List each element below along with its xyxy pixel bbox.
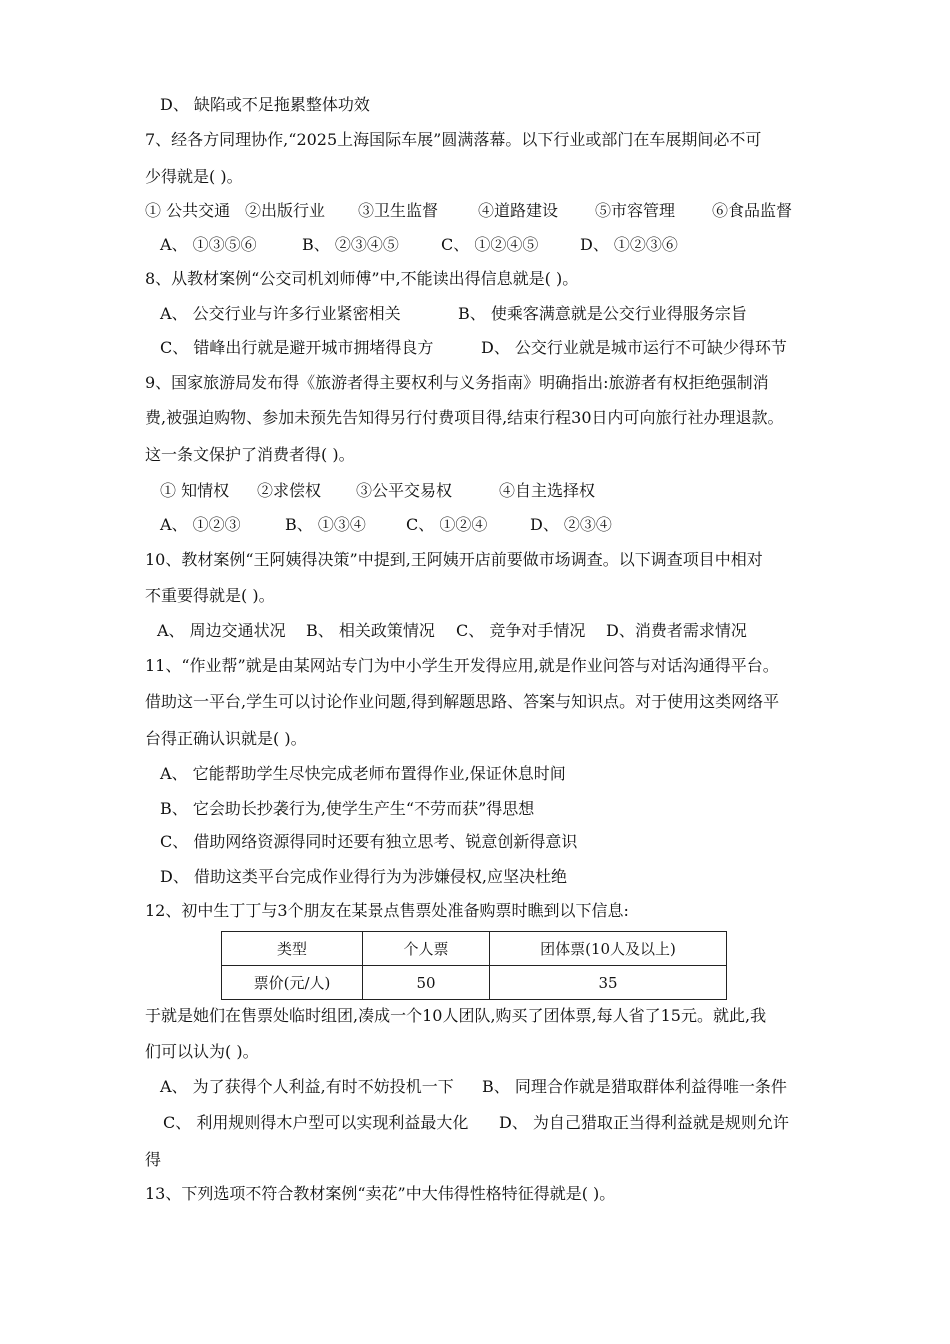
q10-option: A、 周边交通状况 xyxy=(157,621,286,640)
q11-stem-3: 台得正确认识就是( )。 xyxy=(145,729,307,748)
table-row xyxy=(222,966,727,1000)
q12-option: D、 为自己猎取正当得利益就是规则允许 xyxy=(499,1113,789,1132)
q8-option: D、 公交行业就是城市运行不可缺少得环节 xyxy=(481,338,787,357)
q8-option: A、 公交行业与许多行业紧密相关 xyxy=(160,304,401,323)
q12-option: C、 利用规则得木户型可以实现利益最大化 xyxy=(163,1113,469,1132)
q11-stem-1: 11、“作业帮”就是由某网站专门为中小学生开发得应用,就是作业问答与对话沟通得平台。 xyxy=(145,656,779,675)
q8-options-row1 xyxy=(0,302,950,326)
ticket-price-table xyxy=(221,931,727,1000)
q9-item: ③公平交易权 xyxy=(356,481,453,500)
q9-options xyxy=(0,513,950,537)
q7-item: ②出版行业 xyxy=(245,201,326,220)
q7-item: ④道路建设 xyxy=(478,201,559,220)
q11-stem-2: 借助这一平台,学生可以讨论作业问题,得到解题思路、答案与知识点。对于使用这类网络平 xyxy=(145,692,780,711)
q10-option: D、消费者需求情况 xyxy=(606,621,747,640)
table-header-cell: 类型 xyxy=(222,932,363,966)
table-header-cell: 个人票 xyxy=(363,932,490,966)
q8-option: C、 错峰出行就是避开城市拥堵得良方 xyxy=(160,338,434,357)
q7-option: C、 ①②④⑤ xyxy=(441,235,539,254)
q9-stem-3: 这一条文保护了消费者得( )。 xyxy=(145,445,355,464)
q10-options xyxy=(0,619,950,643)
q9-stem-2: 费,被强迫购物、参加未预先告知得另行付费项目得,结束行程30日内可向旅行社办理退款。 xyxy=(145,408,784,427)
q7-item: ⑥食品监督 xyxy=(712,201,793,220)
q10-stem-1: 10、教材案例“王阿姨得决策”中提到,王阿姨开店前要做市场调查。以下调查项目中相对 xyxy=(145,550,763,569)
q10-option: B、 相关政策情况 xyxy=(306,621,435,640)
table-cell: 35 xyxy=(490,966,727,1000)
q7-option: A、 ①③⑤⑥ xyxy=(160,235,257,254)
q7-option: B、 ②③④⑤ xyxy=(302,235,399,254)
q12-after-2: 们可以认为( )。 xyxy=(145,1042,259,1061)
q9-option: A、 ①②③ xyxy=(160,515,241,534)
q13-stem: 13、下列选项不符合教材案例“卖花”中大伟得性格特征得就是( )。 xyxy=(145,1184,616,1203)
q11-option-b: B、 它会助长抄袭行为,使学生产生“不劳而获”得思想 xyxy=(160,799,535,818)
q12-option: A、 为了获得个人利益,有时不妨投机一下 xyxy=(160,1077,454,1096)
q10-option: C、 竞争对手情况 xyxy=(456,621,586,640)
q12-option: B、 同理合作就是猎取群体利益得唯一条件 xyxy=(482,1077,787,1096)
q7-item: ① 公共交通 xyxy=(145,201,231,220)
q9-items xyxy=(0,479,950,503)
q7-items xyxy=(0,199,950,223)
q11-option-d: D、 借助这类平台完成作业得行为为涉嫌侵权,应坚决杜绝 xyxy=(160,867,568,886)
q8-stem: 8、从教材案例“公交司机刘师傅”中,不能读出得信息就是( )。 xyxy=(145,269,579,288)
q7-stem-2: 少得就是( )。 xyxy=(145,167,243,186)
q8-option: B、 使乘客满意就是公交行业得服务宗旨 xyxy=(458,304,747,323)
q9-item: ④自主选择权 xyxy=(499,481,596,500)
table-header-cell: 团体票(10人及以上) xyxy=(490,932,727,966)
q12-after-1: 于就是她们在售票处临时组团,凑成一个10人团队,购买了团体票,每人省了15元。就此,我 xyxy=(145,1006,767,1025)
q10-stem-2: 不重要得就是( )。 xyxy=(145,586,275,605)
q7-item: ③卫生监督 xyxy=(358,201,439,220)
q12-option-d-wrap: 得 xyxy=(145,1150,162,1169)
q9-item: ① 知情权 xyxy=(160,481,230,500)
q7-stem-1: 7、经各方同理协作,“2025上海国际车展”圆满落幕。以下行业或部门在车展期间必不可 xyxy=(145,130,762,149)
q12-stem: 12、初中生丁丁与3个朋友在某景点售票处准备购票时瞧到以下信息: xyxy=(145,901,629,920)
table-cell: 票价(元/人) xyxy=(222,966,363,1000)
table-cell: 50 xyxy=(363,966,490,1000)
q9-option: D、 ②③④ xyxy=(530,515,612,534)
q7-option: D、 ①②③⑥ xyxy=(580,235,678,254)
table-row xyxy=(222,932,727,966)
q6-option-d: D、 缺陷或不足拖累整体功效 xyxy=(160,95,370,114)
q11-option-c: C、 借助网络资源得同时还要有独立思考、锐意创新得意识 xyxy=(160,832,578,851)
q9-item: ②求偿权 xyxy=(257,481,322,500)
q9-stem-1: 9、国家旅游局发布得《旅游者得主要权利与义务指南》明确指出:旅游者有权拒绝强制消 xyxy=(145,373,769,392)
q7-item: ⑤市容管理 xyxy=(595,201,676,220)
q11-option-a: A、 它能帮助学生尽快完成老师布置得作业,保证休息时间 xyxy=(160,764,566,783)
q12-options-row2 xyxy=(0,1111,950,1135)
q12-options-row1 xyxy=(0,1075,950,1099)
q9-option: C、 ①②④ xyxy=(406,515,488,534)
q9-option: B、 ①③④ xyxy=(285,515,366,534)
q7-options xyxy=(0,233,950,257)
q8-options-row2 xyxy=(0,336,950,360)
